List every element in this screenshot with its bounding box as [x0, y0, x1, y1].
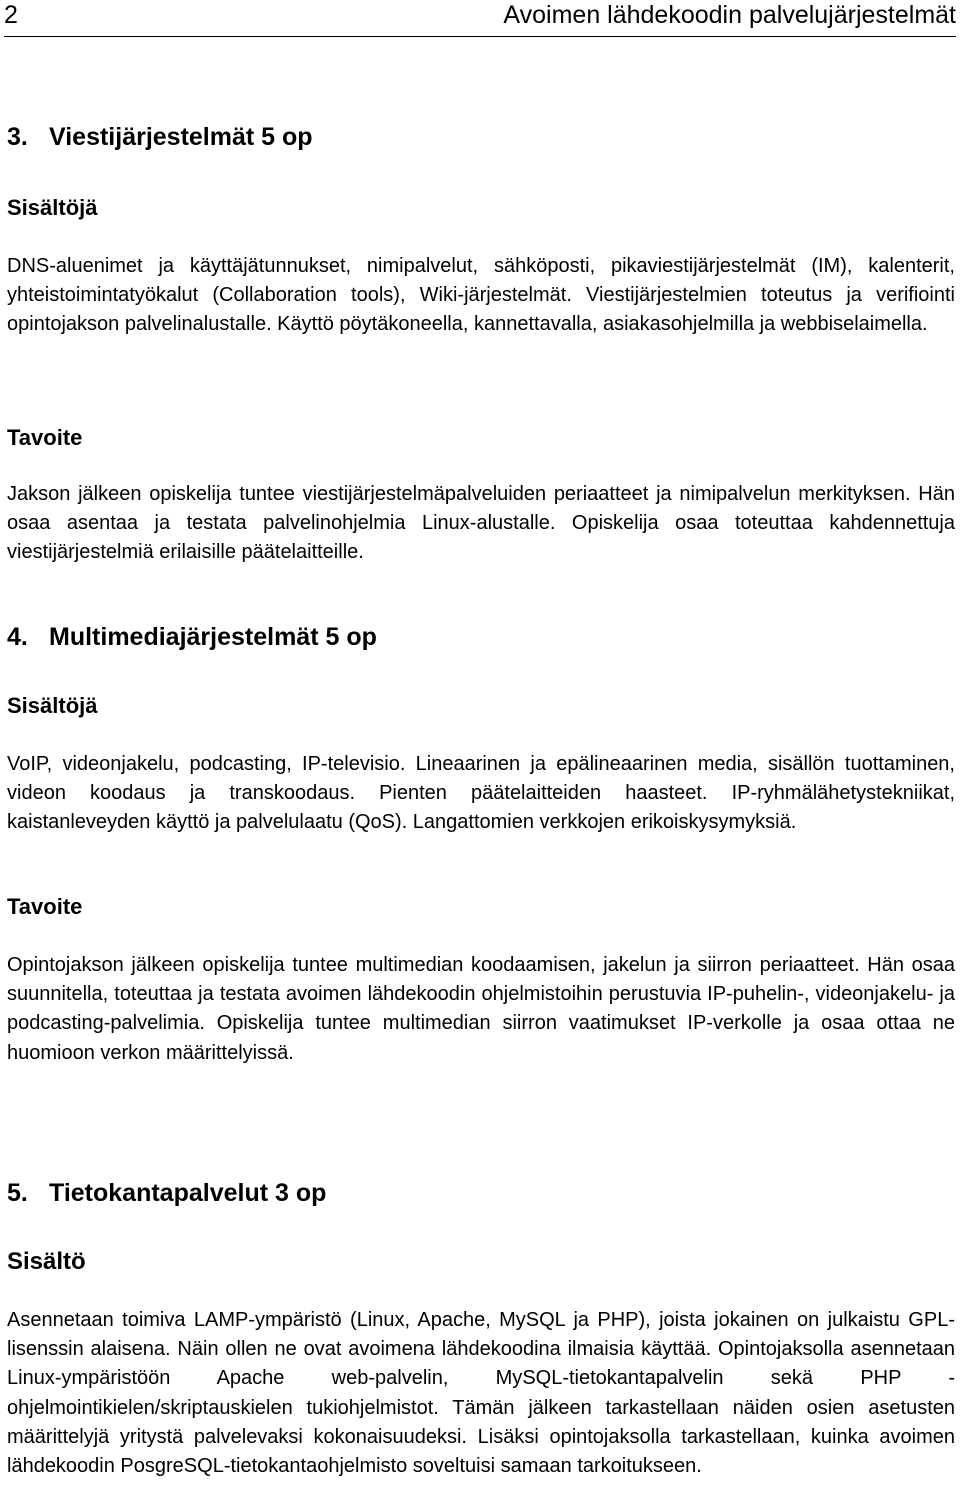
- section-4-content-heading: Sisältöjä: [7, 693, 98, 718]
- section-4-heading: [7, 622, 955, 652]
- section-4-goal-text: Opintojakson jälkeen opiskelija tuntee multimedian koodaamisen, jakelun ja siirron periaatteet. Hän osaa suunnitella, toteuttaa ja testata avoimen lähdekoodin ohjelmistoihin perustuvia IP-puhelin-, videonjakelu- ja podcasting-palvelimia. Opiskelija tuntee multimedian siirron vaatimukset IP-verkolle ja osaa ottaa ne huomioon verkon määrittelyissä.: [7, 954, 955, 1064]
- running-header: [4, 0, 956, 37]
- section-4-goal-heading: Tavoite: [7, 894, 83, 919]
- section-3-title: Viestijärjestelmät 5 op: [49, 123, 313, 151]
- page-number: 2: [4, 1, 18, 29]
- section-4-content-text: VoIP, videonjakelu, podcasting, IP-televisio. Lineaarinen ja epälineaarinen media, sisällön tuottaminen, videon koodaus ja transkoodaus. Pienten päätelaitteiden haasteet. IP-ryhmälähetystekniikat, kaistanleveyden käyttö ja palvelulaatu (QoS). Langattomien verkkojen erikoiskysymyksiä.: [7, 753, 955, 834]
- section-3-content-heading: Sisältöjä: [7, 195, 98, 220]
- section-4-number: 4.: [7, 623, 28, 651]
- running-title: Avoimen lähdekoodin palvelujärjestelmät: [503, 1, 956, 29]
- section-5-heading: [7, 1178, 955, 1208]
- section-5-content-heading: Sisältö: [7, 1248, 86, 1275]
- section-4-title: Multimediajärjestelmät 5 op: [49, 623, 377, 651]
- section-5-content-text: Asennetaan toimiva LAMP-ympäristö (Linux, Apache, MySQL ja PHP), joista jokainen on julkaistu GPL-lisenssin alaisena. Näin ollen ne ovat avoimena lähdekoodina ilmaisia käyttää. Opintojaksolla asennetaan Linux-ympäristöön Apache web-palvelin, MySQL-tietokantapalvelin sekä PHP -ohjelmointikielen/skriptauskielen tukiohjelmistot. Tämän jälkeen tarkastellaan näiden osien asetusten määrittelyjä yritystä palvelevaksi kokonaisuudeksi. Lisäksi opintojaksolla tarkastellaan, kuinka avoimen lähdekoodin PosgreSQL-tietokantaohjelmisto soveltuisi samaan tarkoitukseen.: [7, 1309, 955, 1478]
- section-5-number: 5.: [7, 1179, 28, 1207]
- section-3-heading: [7, 122, 955, 152]
- section-3-goal-heading: Tavoite: [7, 425, 83, 450]
- section-3-number: 3.: [7, 123, 28, 151]
- section-5-title: Tietokantapalvelut 3 op: [49, 1179, 327, 1207]
- section-3-goal-text: Jakson jälkeen opiskelija tuntee viestijärjestelmäpalveluiden periaatteet ja nimipalvelun merkityksen. Hän osaa asentaa ja testata palvelinohjelmia Linux-alustalle. Opiskelija osaa toteuttaa kahdennettuja viestijärjestelmiä erilaisille päätelaitteille.: [7, 483, 955, 564]
- section-3-content-text: DNS-aluenimet ja käyttäjätunnukset, nimipalvelut, sähköposti, pikaviestijärjestelmät (IM), kalenterit, yhteistoimintatyökalut (Collaboration tools), Wiki-järjestelmät. Viestijärjestelmien toteutus ja verifiointi opintojakson palvelinalustalle. Käyttö pöytäkoneella, kannettavalla, asiakasohjelmilla ja webbiselaimella.: [7, 255, 955, 336]
